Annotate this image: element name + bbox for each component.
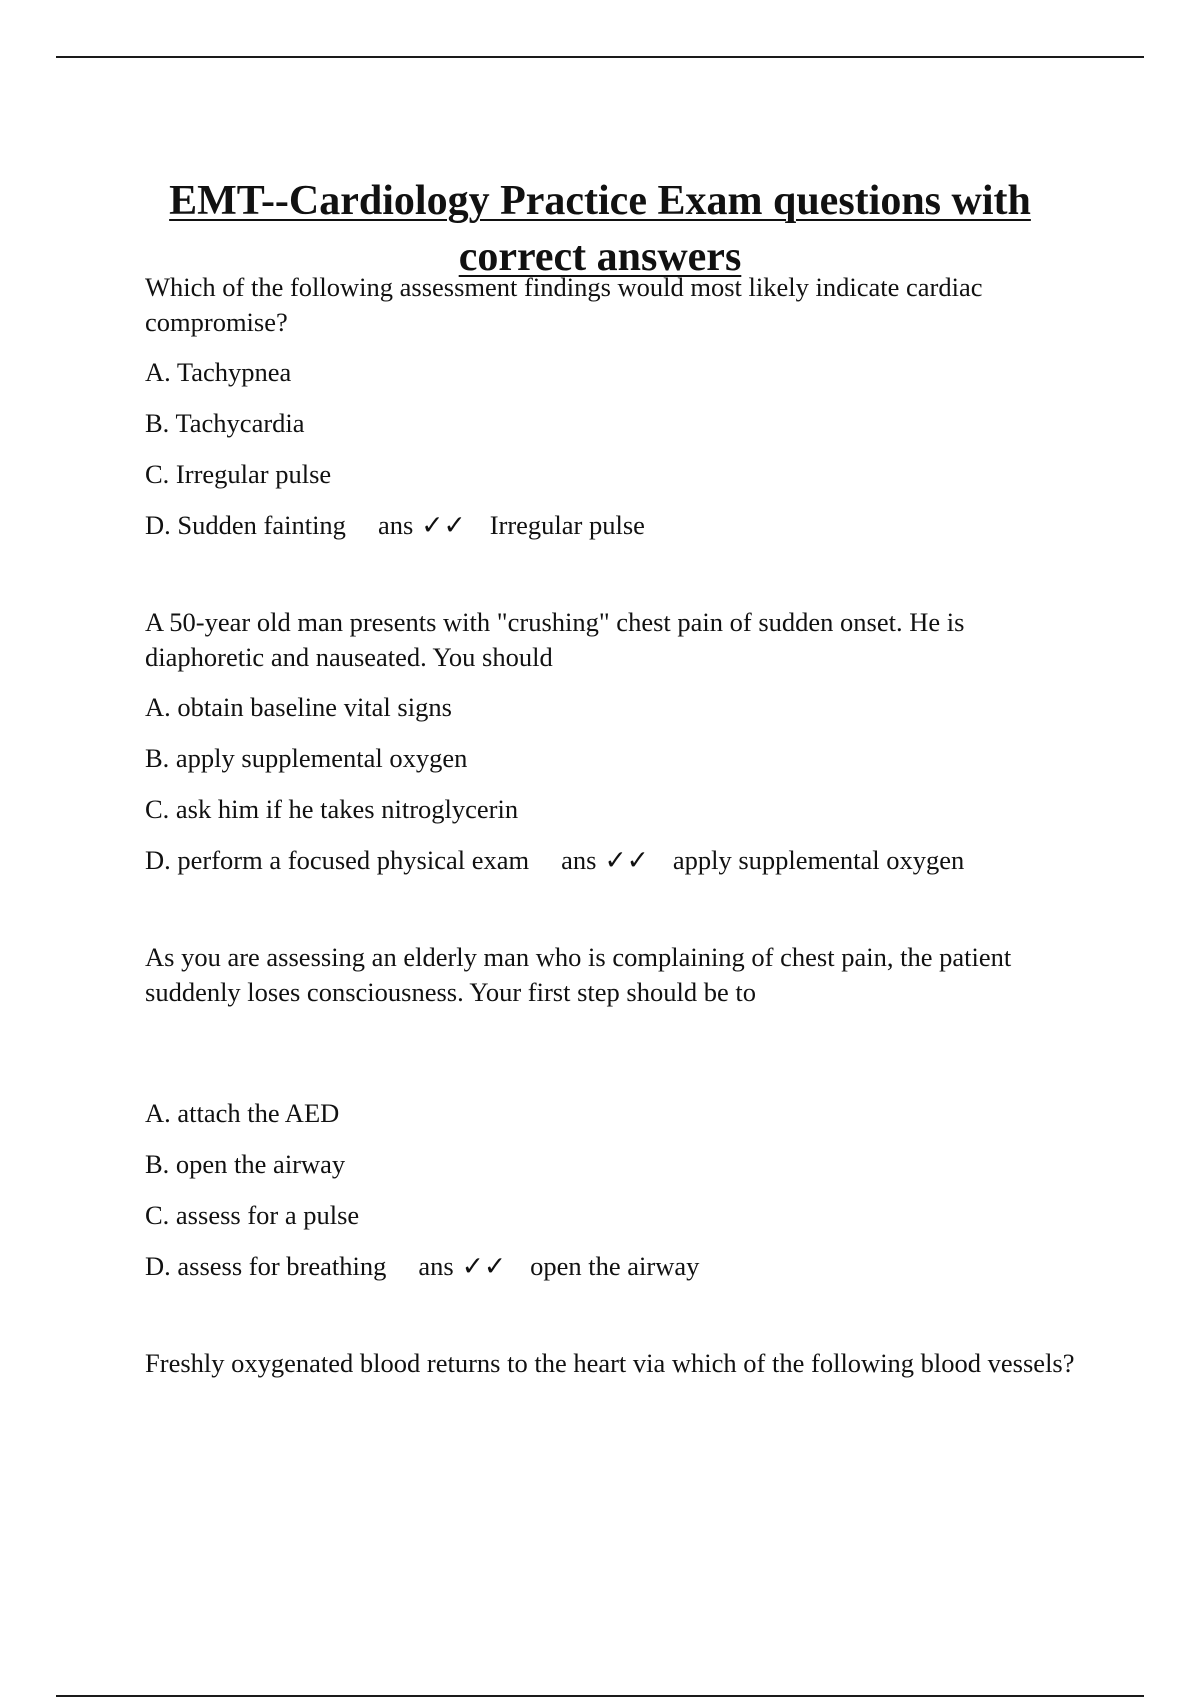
document-title: EMT--Cardiology Practice Exam questions with correct answers <box>169 178 1031 281</box>
option-d: D. perform a focused physical exam <box>145 845 530 875</box>
option-a: A. Tachypnea <box>145 357 292 387</box>
option-d: D. Sudden fainting <box>145 510 346 540</box>
option-c: C. ask him if he takes nitroglycerin <box>145 794 519 824</box>
answer-check-icon: ✓✓ <box>461 1251 507 1281</box>
option-d-with-answer <box>145 508 1085 543</box>
option-c: C. assess for a pulse <box>145 1200 360 1230</box>
option-b: B. open the airway <box>145 1149 346 1179</box>
option-d: D. assess for breathing <box>145 1251 387 1281</box>
option-c: C. Irregular pulse <box>145 459 332 489</box>
option-d-with-answer <box>145 1249 1085 1284</box>
questions-container <box>145 270 1085 1443</box>
correct-answer: Irregular pulse <box>489 510 645 540</box>
question-text: Freshly oxygenated blood returns to the heart via which of the following blood vessels? <box>145 1348 1075 1378</box>
correct-answer: apply supplemental oxygen <box>672 845 965 875</box>
answer-key-label: ans <box>418 1251 454 1281</box>
question-text: Which of the following assessment findings would most likely indicate cardiac compromise? <box>145 272 983 337</box>
option-a: A. attach the AED <box>145 1098 340 1128</box>
answer-key-label: ans <box>561 845 597 875</box>
correct-answer: open the airway <box>530 1251 700 1281</box>
question-block <box>145 1346 1085 1381</box>
option-d-with-answer <box>145 843 1085 878</box>
top-rule <box>56 56 1144 58</box>
answer-check-icon: ✓✓ <box>604 845 649 875</box>
option-a: A. obtain baseline vital signs <box>145 692 452 722</box>
question-block <box>145 940 1085 1284</box>
question-text: As you are assessing an elderly man who is complaining of chest pain, the patient suddenly loses consciousness. Your first step should be to <box>145 942 1012 1007</box>
question-block <box>145 605 1085 878</box>
bottom-rule <box>56 1695 1144 1697</box>
question-block <box>145 270 1085 543</box>
option-b: B. apply supplemental oxygen <box>145 743 468 773</box>
option-b: B. Tachycardia <box>145 408 305 438</box>
answer-check-icon: ✓✓ <box>421 510 466 540</box>
answer-key-label: ans <box>377 510 414 540</box>
question-text: A 50-year old man presents with "crushing" chest pain of sudden onset. He is diaphoretic and nauseated. You should <box>145 607 965 672</box>
